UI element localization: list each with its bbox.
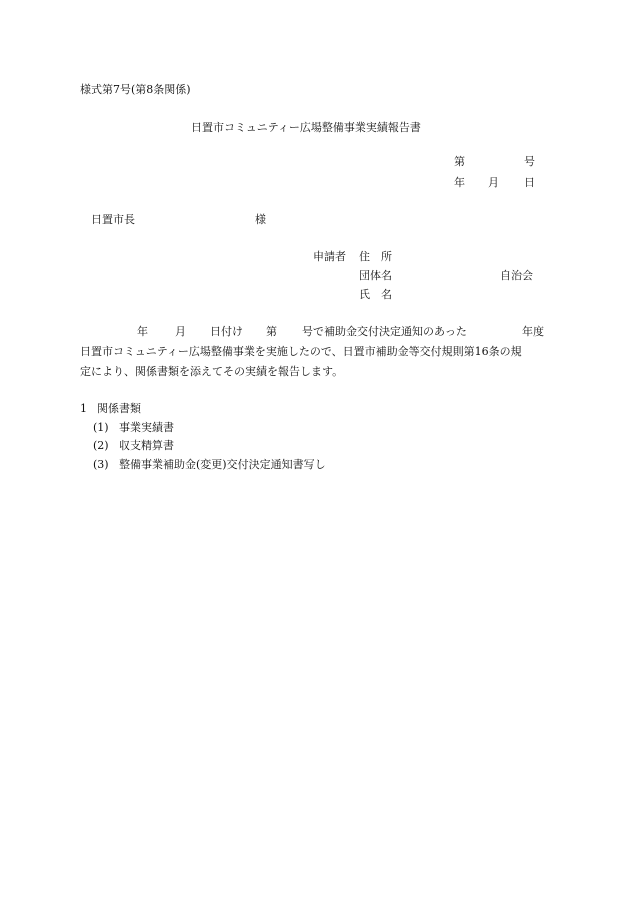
group-name-suffix: 自治会 <box>500 269 533 282</box>
body-line2-text: 日置市コミュニティー広場整備事業を実施したので、日置市補助金等交付規則第16条の規 <box>80 345 522 358</box>
body-dated-label: 日付け <box>210 325 243 338</box>
body-line1-text: 号で補助金交付決定通知のあった <box>302 325 467 338</box>
list-item-number: (1) <box>93 421 109 434</box>
list-item-number: (3) <box>93 458 109 471</box>
doc-number-prefix: 第 <box>454 155 465 168</box>
body-month-label: 月 <box>175 325 186 338</box>
date-year-label: 年 <box>454 176 465 189</box>
list-item-text: 事業実績書 <box>119 421 174 434</box>
list-item-text: 収支精算書 <box>119 439 174 452</box>
section-title: 関係書類 <box>97 402 141 415</box>
list-item-text: 整備事業補助金(変更)交付決定通知書写し <box>119 458 326 471</box>
body-line3-text: 定により、関係書類を添えてその実績を報告します。 <box>80 365 344 378</box>
doc-number-suffix: 号 <box>524 155 535 168</box>
addressee-name: 日置市長 <box>91 213 135 226</box>
form-number: 様式第7号(第8条関係) <box>80 83 191 96</box>
applicant-label: 申請者 <box>313 250 346 263</box>
group-name-label: 団体名 <box>359 269 392 282</box>
list-item-number: (2) <box>93 439 109 452</box>
name-label: 氏 名 <box>359 288 392 301</box>
body-fiscal-year-label: 年度 <box>522 325 544 338</box>
date-day-label: 日 <box>524 176 535 189</box>
date-month-label: 月 <box>488 176 499 189</box>
body-year-label: 年 <box>137 325 148 338</box>
addressee-honorific: 様 <box>255 213 266 226</box>
document-title: 日置市コミュニティー広場整備事業実績報告書 <box>191 121 421 134</box>
body-number-prefix: 第 <box>266 325 277 338</box>
address-label: 住 所 <box>359 250 392 263</box>
section-number: 1 <box>80 402 87 415</box>
